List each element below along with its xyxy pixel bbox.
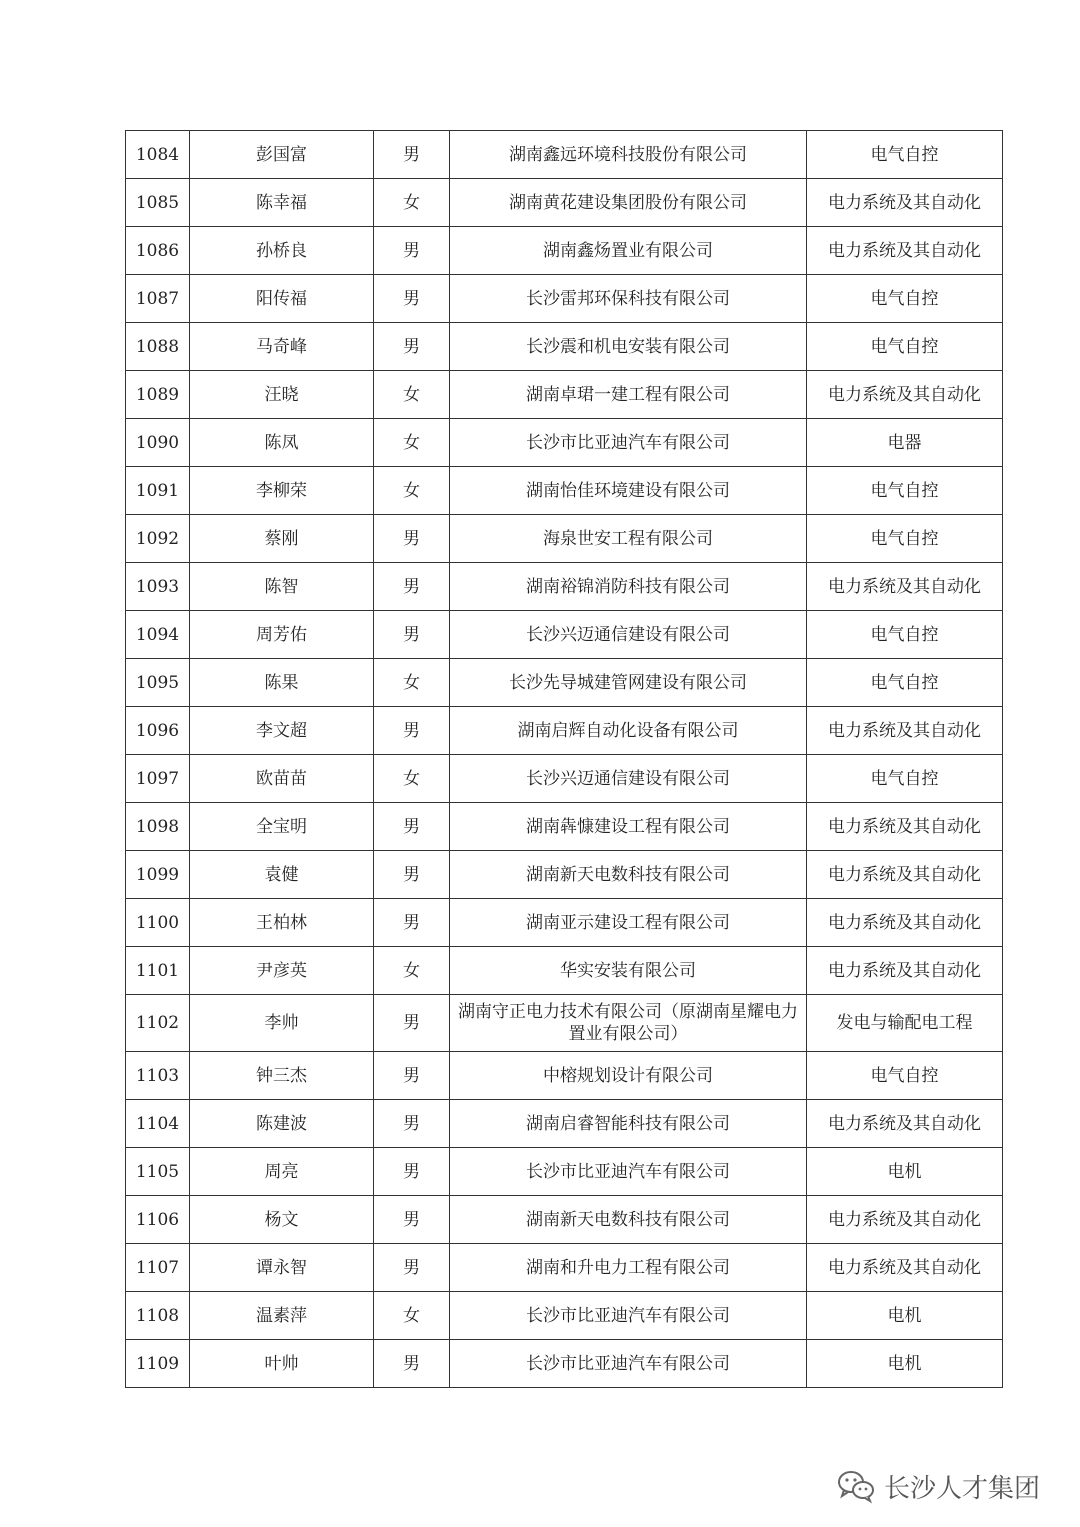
cell-gender: 男 bbox=[374, 899, 450, 947]
cell-name: 李帅 bbox=[190, 995, 374, 1052]
cell-company: 湖南鑫炀置业有限公司 bbox=[450, 227, 807, 275]
cell-major: 电气自控 bbox=[807, 659, 1003, 707]
cell-gender: 男 bbox=[374, 851, 450, 899]
table-row bbox=[126, 227, 1003, 275]
cell-id: 1086 bbox=[126, 227, 190, 275]
table-row bbox=[126, 707, 1003, 755]
table-row bbox=[126, 1292, 1003, 1340]
cell-gender: 男 bbox=[374, 515, 450, 563]
cell-major: 电气自控 bbox=[807, 467, 1003, 515]
cell-company: 湖南新天电数科技有限公司 bbox=[450, 1196, 807, 1244]
cell-name: 欧苗苗 bbox=[190, 755, 374, 803]
cell-id: 1091 bbox=[126, 467, 190, 515]
cell-major: 电力系统及其自动化 bbox=[807, 851, 1003, 899]
cell-name: 袁健 bbox=[190, 851, 374, 899]
cell-major: 电力系统及其自动化 bbox=[807, 803, 1003, 851]
cell-major: 电气自控 bbox=[807, 755, 1003, 803]
table-row bbox=[126, 851, 1003, 899]
cell-id: 1096 bbox=[126, 707, 190, 755]
table-row bbox=[126, 179, 1003, 227]
cell-name: 李文超 bbox=[190, 707, 374, 755]
cell-major: 电气自控 bbox=[807, 611, 1003, 659]
cell-id: 1090 bbox=[126, 419, 190, 467]
cell-id: 1095 bbox=[126, 659, 190, 707]
cell-name: 谭永智 bbox=[190, 1244, 374, 1292]
cell-company: 中榕规划设计有限公司 bbox=[450, 1052, 807, 1100]
cell-gender: 男 bbox=[374, 1340, 450, 1388]
table-row bbox=[126, 515, 1003, 563]
cell-name: 汪晓 bbox=[190, 371, 374, 419]
cell-gender: 男 bbox=[374, 1148, 450, 1196]
cell-major: 发电与输配电工程 bbox=[807, 995, 1003, 1052]
cell-major: 电力系统及其自动化 bbox=[807, 1244, 1003, 1292]
cell-company: 湖南守正电力技术有限公司（原湖南星耀电力置业有限公司） bbox=[450, 995, 807, 1052]
table-row bbox=[126, 467, 1003, 515]
cell-name: 温素萍 bbox=[190, 1292, 374, 1340]
wechat-icon bbox=[836, 1468, 876, 1504]
cell-id: 1099 bbox=[126, 851, 190, 899]
cell-major: 电力系统及其自动化 bbox=[807, 371, 1003, 419]
cell-company: 长沙雷邦环保科技有限公司 bbox=[450, 275, 807, 323]
cell-name: 尹彦英 bbox=[190, 947, 374, 995]
cell-gender: 女 bbox=[374, 659, 450, 707]
table-row bbox=[126, 1244, 1003, 1292]
cell-company: 华实安装有限公司 bbox=[450, 947, 807, 995]
cell-major: 电力系统及其自动化 bbox=[807, 563, 1003, 611]
cell-id: 1094 bbox=[126, 611, 190, 659]
cell-name: 李柳荣 bbox=[190, 467, 374, 515]
cell-name: 孙桥良 bbox=[190, 227, 374, 275]
table-row bbox=[126, 371, 1003, 419]
cell-id: 1093 bbox=[126, 563, 190, 611]
table-row bbox=[126, 275, 1003, 323]
table-row bbox=[126, 803, 1003, 851]
cell-name: 周亮 bbox=[190, 1148, 374, 1196]
cell-gender: 女 bbox=[374, 947, 450, 995]
cell-company: 长沙兴迈通信建设有限公司 bbox=[450, 611, 807, 659]
cell-gender: 女 bbox=[374, 755, 450, 803]
cell-gender: 女 bbox=[374, 419, 450, 467]
cell-gender: 男 bbox=[374, 1244, 450, 1292]
cell-major: 电机 bbox=[807, 1340, 1003, 1388]
cell-company: 湖南和升电力工程有限公司 bbox=[450, 1244, 807, 1292]
cell-major: 电力系统及其自动化 bbox=[807, 227, 1003, 275]
cell-company: 长沙市比亚迪汽车有限公司 bbox=[450, 419, 807, 467]
cell-gender: 女 bbox=[374, 467, 450, 515]
table-row bbox=[126, 1100, 1003, 1148]
table-row bbox=[126, 947, 1003, 995]
cell-major: 电气自控 bbox=[807, 515, 1003, 563]
cell-gender: 男 bbox=[374, 803, 450, 851]
table-row bbox=[126, 755, 1003, 803]
table-row bbox=[126, 563, 1003, 611]
cell-id: 1088 bbox=[126, 323, 190, 371]
cell-id: 1089 bbox=[126, 371, 190, 419]
cell-name: 陈凤 bbox=[190, 419, 374, 467]
cell-id: 1107 bbox=[126, 1244, 190, 1292]
cell-company: 长沙震和机电安装有限公司 bbox=[450, 323, 807, 371]
cell-company: 湖南启睿智能科技有限公司 bbox=[450, 1100, 807, 1148]
table-row bbox=[126, 995, 1003, 1052]
cell-id: 1092 bbox=[126, 515, 190, 563]
table-row bbox=[126, 323, 1003, 371]
cell-gender: 女 bbox=[374, 1292, 450, 1340]
cell-company: 湖南亚示建设工程有限公司 bbox=[450, 899, 807, 947]
cell-major: 电器 bbox=[807, 419, 1003, 467]
cell-name: 钟三杰 bbox=[190, 1052, 374, 1100]
table-row bbox=[126, 1340, 1003, 1388]
cell-major: 电机 bbox=[807, 1148, 1003, 1196]
cell-id: 1106 bbox=[126, 1196, 190, 1244]
cell-id: 1109 bbox=[126, 1340, 190, 1388]
cell-major: 电力系统及其自动化 bbox=[807, 1196, 1003, 1244]
table-row bbox=[126, 1148, 1003, 1196]
cell-gender: 男 bbox=[374, 323, 450, 371]
cell-major: 电气自控 bbox=[807, 275, 1003, 323]
cell-gender: 男 bbox=[374, 1196, 450, 1244]
cell-id: 1097 bbox=[126, 755, 190, 803]
cell-company: 湖南启辉自动化设备有限公司 bbox=[450, 707, 807, 755]
cell-company: 湖南鑫远环境科技股份有限公司 bbox=[450, 131, 807, 179]
cell-name: 阳传福 bbox=[190, 275, 374, 323]
cell-id: 1098 bbox=[126, 803, 190, 851]
table-row bbox=[126, 659, 1003, 707]
cell-id: 1101 bbox=[126, 947, 190, 995]
cell-gender: 男 bbox=[374, 227, 450, 275]
cell-name: 杨文 bbox=[190, 1196, 374, 1244]
cell-gender: 男 bbox=[374, 707, 450, 755]
cell-id: 1102 bbox=[126, 995, 190, 1052]
cell-gender: 男 bbox=[374, 275, 450, 323]
table-row bbox=[126, 1052, 1003, 1100]
cell-company: 长沙市比亚迪汽车有限公司 bbox=[450, 1148, 807, 1196]
table-row bbox=[126, 419, 1003, 467]
registration-table bbox=[125, 130, 1003, 1388]
table-row bbox=[126, 611, 1003, 659]
cell-gender: 男 bbox=[374, 1100, 450, 1148]
cell-major: 电气自控 bbox=[807, 131, 1003, 179]
cell-major: 电气自控 bbox=[807, 323, 1003, 371]
cell-name: 陈果 bbox=[190, 659, 374, 707]
cell-company: 湖南新天电数科技有限公司 bbox=[450, 851, 807, 899]
table-row bbox=[126, 899, 1003, 947]
cell-company: 湖南卓珺一建工程有限公司 bbox=[450, 371, 807, 419]
cell-major: 电力系统及其自动化 bbox=[807, 707, 1003, 755]
cell-major: 电力系统及其自动化 bbox=[807, 179, 1003, 227]
table-row bbox=[126, 1196, 1003, 1244]
cell-major: 电力系统及其自动化 bbox=[807, 947, 1003, 995]
cell-gender: 女 bbox=[374, 371, 450, 419]
cell-gender: 男 bbox=[374, 611, 450, 659]
cell-company: 海泉世安工程有限公司 bbox=[450, 515, 807, 563]
watermark-text: 长沙人才集团 bbox=[884, 1473, 1041, 1504]
watermark bbox=[836, 1466, 1040, 1506]
cell-gender: 男 bbox=[374, 131, 450, 179]
cell-company: 长沙兴迈通信建设有限公司 bbox=[450, 755, 807, 803]
cell-name: 彭国富 bbox=[190, 131, 374, 179]
cell-id: 1100 bbox=[126, 899, 190, 947]
cell-company: 湖南怡佳环境建设有限公司 bbox=[450, 467, 807, 515]
cell-major: 电力系统及其自动化 bbox=[807, 899, 1003, 947]
cell-id: 1084 bbox=[126, 131, 190, 179]
cell-gender: 女 bbox=[374, 179, 450, 227]
cell-company: 湖南犇慷建设工程有限公司 bbox=[450, 803, 807, 851]
table-row bbox=[126, 131, 1003, 179]
cell-major: 电力系统及其自动化 bbox=[807, 1100, 1003, 1148]
cell-gender: 男 bbox=[374, 563, 450, 611]
cell-major: 电机 bbox=[807, 1292, 1003, 1340]
cell-name: 马奇峰 bbox=[190, 323, 374, 371]
cell-name: 叶帅 bbox=[190, 1340, 374, 1388]
cell-company: 长沙市比亚迪汽车有限公司 bbox=[450, 1340, 807, 1388]
cell-name: 陈建波 bbox=[190, 1100, 374, 1148]
cell-name: 王柏林 bbox=[190, 899, 374, 947]
cell-id: 1087 bbox=[126, 275, 190, 323]
cell-company: 长沙先导城建管网建设有限公司 bbox=[450, 659, 807, 707]
cell-id: 1108 bbox=[126, 1292, 190, 1340]
cell-id: 1104 bbox=[126, 1100, 190, 1148]
cell-gender: 男 bbox=[374, 995, 450, 1052]
cell-name: 周芳佑 bbox=[190, 611, 374, 659]
cell-id: 1103 bbox=[126, 1052, 190, 1100]
cell-company: 长沙市比亚迪汽车有限公司 bbox=[450, 1292, 807, 1340]
cell-company: 湖南裕锦消防科技有限公司 bbox=[450, 563, 807, 611]
cell-gender: 男 bbox=[374, 1052, 450, 1100]
cell-name: 全宝明 bbox=[190, 803, 374, 851]
cell-major: 电气自控 bbox=[807, 1052, 1003, 1100]
cell-name: 陈智 bbox=[190, 563, 374, 611]
cell-name: 蔡刚 bbox=[190, 515, 374, 563]
cell-name: 陈幸福 bbox=[190, 179, 374, 227]
cell-id: 1105 bbox=[126, 1148, 190, 1196]
cell-company: 湖南黄花建设集团股份有限公司 bbox=[450, 179, 807, 227]
cell-id: 1085 bbox=[126, 179, 190, 227]
